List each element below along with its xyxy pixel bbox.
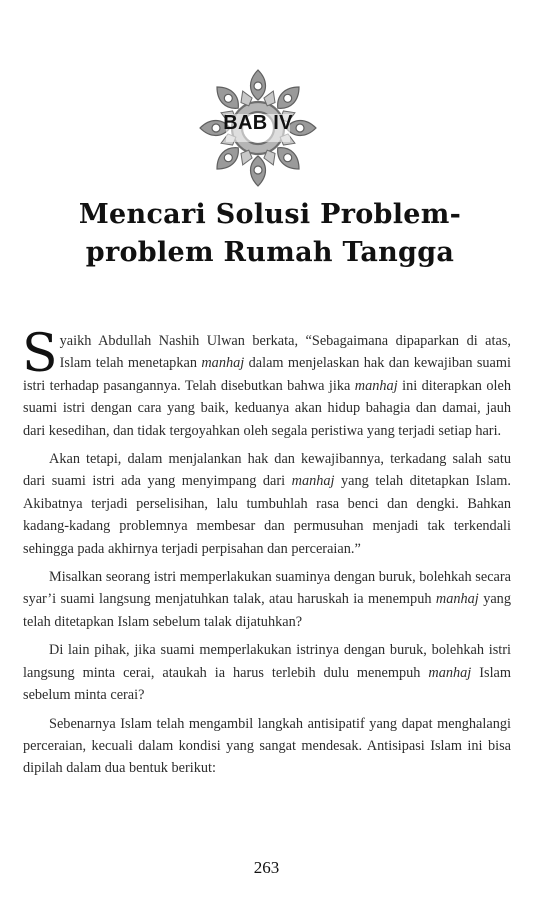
paragraph-text: yaikh Abdullah Nashih Ulwan berkata, “Sebagaimana dipaparkan di atas, Islam telah menetapkan [59, 333, 511, 372]
paragraph-text: dalam menjelaskan hak dan kewajiban suami istri terhadap pasangannya. Telah disebutkan bahwa jika [23, 355, 512, 394]
paragraph-5 [23, 713, 511, 780]
chapter-title [30, 196, 510, 272]
italic-term: manhaj [291, 473, 335, 490]
paragraph-2 [23, 448, 511, 560]
paragraph-text: Misalkan seorang istri memperlakukan suaminya dengan buruk, bolehkah secara syar’i suami langsung menjatuhkan talak, atau haruskah ia menempuh [23, 569, 511, 608]
paragraph-text: Sebenarnya Islam telah mengambil langkah antisipatif yang dapat menghalangi perceraian, kecuali dalam kondisi yang sangat mendesak. Antisipasi Islam ini bisa dipilah dalam dua bentuk berikut: [23, 715, 511, 777]
chapter-title-line-2: problem Rumah Tangga [85, 237, 455, 268]
italic-term: manhaj [354, 377, 398, 394]
chapter-title-line-1: Mencari Solusi Problem- [78, 199, 462, 230]
paragraph-text: yang telah ditetapkan Islam sebelum talak dijatuhkan? [23, 591, 511, 630]
paragraph-text: yang telah ditetapkan Islam. Akibatnya terjadi perselisihan, lalu tumbuhlah rasa benci dan dengki. Bahkan kadang-kadang problemnya membesar dan permusuhan menjadi tak terkendali sehingga pada akhirnya terjadi perpisahan dan perceraian.” [23, 473, 511, 557]
page-number: 263 [253, 858, 280, 877]
paragraph-text: Di lain pihak, jika suami memperlakukan istrinya dengan buruk, bolehkah istri langsung minta cerai, ataukah ia harus terlebih dulu menempuh [23, 642, 511, 681]
paragraph-4 [23, 639, 511, 706]
paragraph-text: ini diterapkan oleh suami istri dengan cara yang baik, keduanya akan hidup bahagia dan damai, jauh dari kesedihan, dan tidak tergoyahkan oleh segala peristiwa yang terjadi setiap hari. [23, 377, 511, 439]
drop-cap: S [22, 324, 58, 384]
italic-term: manhaj [435, 591, 479, 608]
body-text [22, 324, 512, 786]
paragraph-3 [23, 566, 511, 633]
paragraph-text: Islam sebelum minta cerai? [23, 664, 512, 704]
chapter-label: BAB IV [223, 112, 293, 134]
italic-term: manhaj [428, 664, 472, 681]
italic-term: manhaj [201, 355, 245, 372]
paragraph-text: Akan tetapi, dalam menjalankan hak dan kewajibannya, terkadang salah satu dari suami istri ada yang menyimpang dari [23, 451, 511, 490]
paragraph-1 [22, 324, 512, 442]
